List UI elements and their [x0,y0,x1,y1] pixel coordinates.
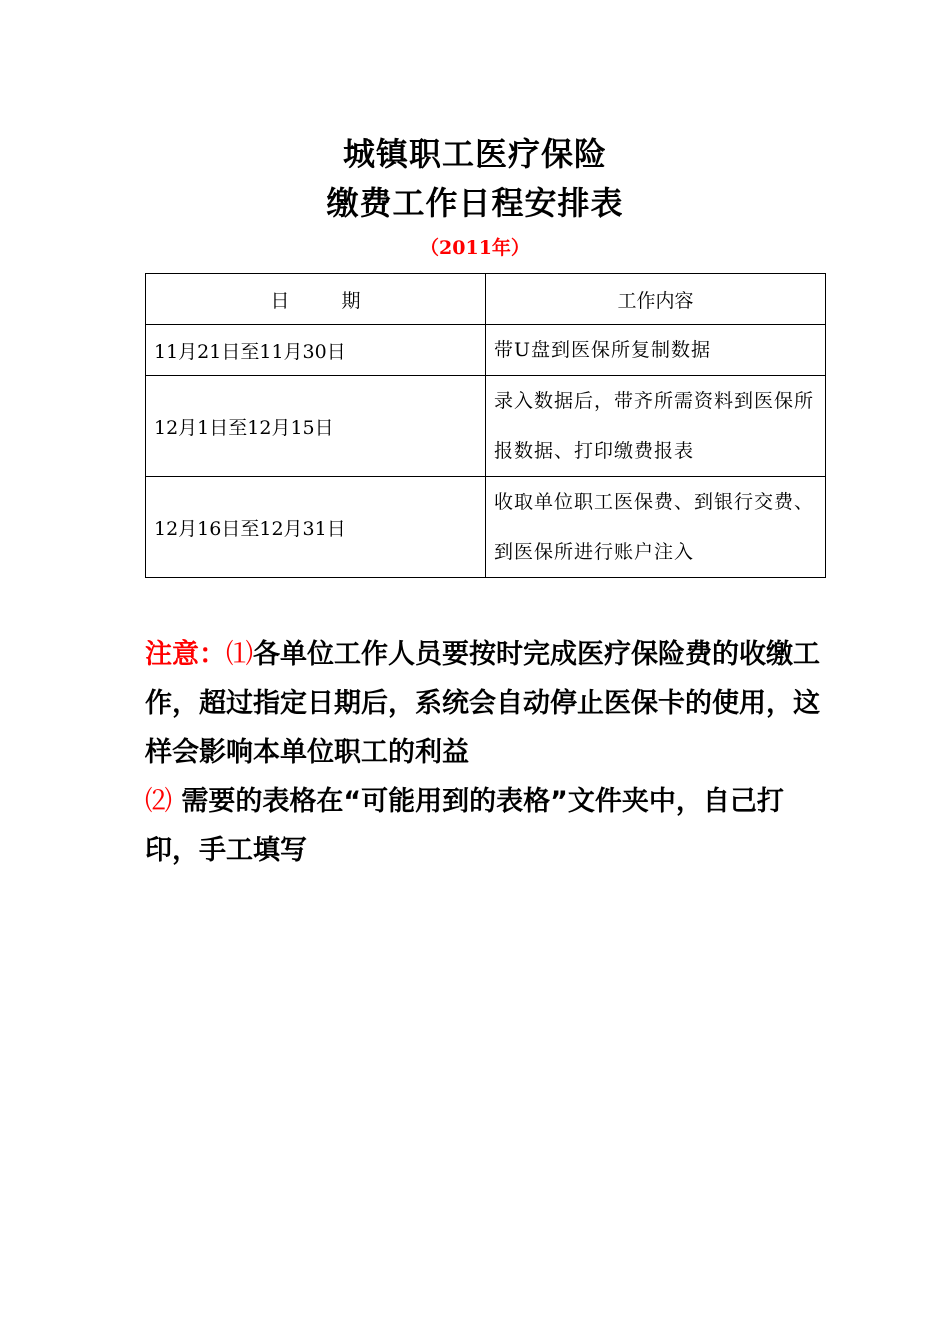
table-header-row [146,274,826,325]
notes-section [145,630,820,875]
note-2-marker: ⑵ [145,786,172,817]
note-2-text: 需要的表格在“可能用到的表格”文件夹中，自己打印，手工填写 [145,786,784,866]
header-date-left: 日 [270,289,290,312]
row-content: 收取单位职工医保费、到银行交费、到医保所进行账户注入 [486,477,826,578]
note-1-marker: ⑴ [226,639,253,670]
notes-label: 注意： [145,639,226,670]
row-date: 12月16日至12月31日 [146,477,486,578]
document-year: （2011年） [420,237,530,259]
table-row [146,477,826,578]
note-1-text: 各单位工作人员要按时完成医疗保险费的收缴工作，超过指定日期后，系统会自动停止医保卡的使用，这样会影响本单位职工的利益 [145,639,820,768]
table-row [146,325,826,376]
document-title-line1: 城镇职工医疗保险 [342,135,607,173]
note-item-1 [145,630,820,777]
row-date: 11月21日至11月30日 [146,325,486,376]
row-content: 录入数据后，带齐所需资料到医保所报数据、打印缴费报表 [486,376,826,477]
document-title-line2: 缴费工作日程安排表 [326,184,624,222]
header-content: 工作内容 [486,274,826,325]
header-date [146,274,486,325]
row-content: 带U盘到医保所复制数据 [486,325,826,376]
schedule-table [145,273,826,578]
note-item-2 [145,777,820,875]
table-row [146,376,826,477]
header-date-right: 期 [341,289,361,312]
row-date: 12月1日至12月15日 [146,376,486,477]
